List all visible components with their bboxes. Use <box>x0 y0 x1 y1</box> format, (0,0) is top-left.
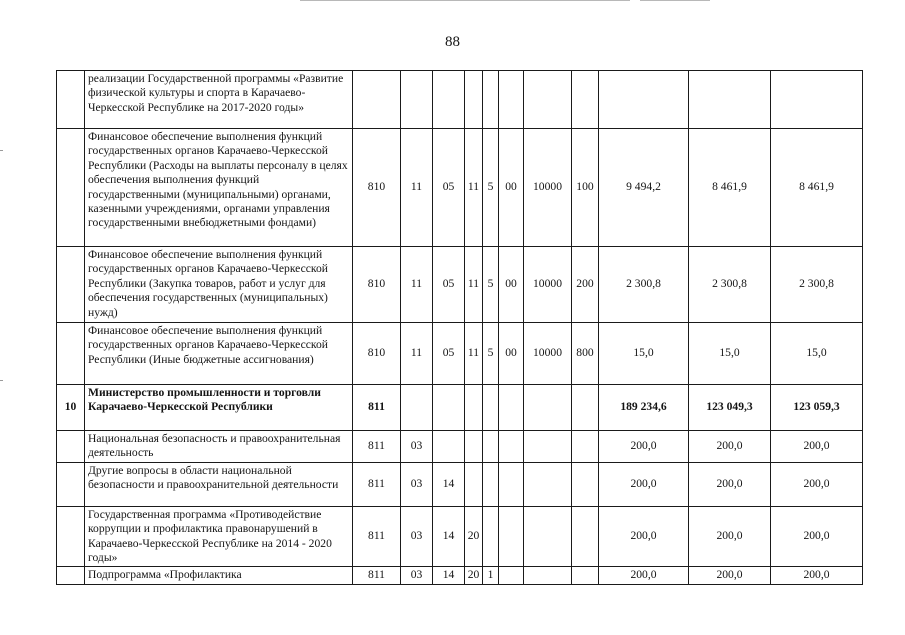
table-row <box>57 129 863 247</box>
year3-amount: 200,0 <box>771 462 863 506</box>
row-number <box>57 71 85 129</box>
year3-amount: 8 461,9 <box>771 129 863 247</box>
direction-code <box>524 462 572 506</box>
subsection-code <box>433 385 465 431</box>
direction-code: 10000 <box>524 247 572 323</box>
direction-code <box>524 71 572 129</box>
event-code <box>499 431 524 463</box>
year1-amount: 189 234,6 <box>599 385 689 431</box>
gov-code: 810 <box>353 247 401 323</box>
subprogram-code <box>483 462 499 506</box>
year1-amount: 200,0 <box>599 431 689 463</box>
year1-amount: 2 300,8 <box>599 247 689 323</box>
section-code: 03 <box>401 567 433 584</box>
row-name: Финансовое обеспечение выполнения функций государственных органов Карачаево-Черкесской Республики (Иные бюджетные ассигнования) <box>85 323 353 385</box>
subprogram-code <box>483 71 499 129</box>
expense-type-code <box>572 462 599 506</box>
expense-type-code: 100 <box>572 129 599 247</box>
subsection-code: 05 <box>433 129 465 247</box>
program-code <box>465 462 483 506</box>
scan-edge-mark <box>0 380 3 381</box>
subsection-code <box>433 71 465 129</box>
subsection-code: 14 <box>433 462 465 506</box>
table-row <box>57 385 863 431</box>
program-code: 11 <box>465 129 483 247</box>
direction-code <box>524 506 572 567</box>
program-code: 20 <box>465 506 483 567</box>
direction-code <box>524 385 572 431</box>
section-code: 11 <box>401 247 433 323</box>
program-code <box>465 385 483 431</box>
page-number: 88 <box>445 34 460 50</box>
gov-code: 811 <box>353 567 401 584</box>
row-name: Финансовое обеспечение выполнения функций государственных органов Карачаево-Черкесской Республики (Расходы на выплаты персоналу в целях обеспечения выполнения функций государственными (муниципальными) органами, казенными учреждениями, органами управления государственными внебюджетными фондами) <box>85 129 353 247</box>
expense-type-code <box>572 385 599 431</box>
year2-amount: 200,0 <box>689 567 771 584</box>
budget-table <box>56 70 863 585</box>
table-row <box>57 506 863 567</box>
year3-amount: 123 059,3 <box>771 385 863 431</box>
expense-type-code: 200 <box>572 247 599 323</box>
subprogram-code: 5 <box>483 323 499 385</box>
year2-amount: 200,0 <box>689 506 771 567</box>
program-code: 20 <box>465 567 483 584</box>
subsection-code: 14 <box>433 506 465 567</box>
direction-code <box>524 567 572 584</box>
row-name: Национальная безопасность и правоохранительная деятельность <box>85 431 353 463</box>
subprogram-code <box>483 385 499 431</box>
table-row <box>57 71 863 129</box>
row-number <box>57 129 85 247</box>
row-name: Другие вопросы в области национальной безопасности и правоохранительной деятельности <box>85 462 353 506</box>
row-number: 10 <box>57 385 85 431</box>
year2-amount <box>689 71 771 129</box>
expense-type-code: 800 <box>572 323 599 385</box>
row-name: Министерство промышленности и торговли Карачаево-Черкесской Республики <box>85 385 353 431</box>
section-code: 03 <box>401 462 433 506</box>
gov-code: 811 <box>353 462 401 506</box>
row-name: Финансовое обеспечение выполнения функций государственных органов Карачаево-Черкесской Республики (Закупка товаров, работ и услуг для обеспечения государственных (муниципальных) нужд) <box>85 247 353 323</box>
gov-code: 811 <box>353 385 401 431</box>
direction-code: 10000 <box>524 129 572 247</box>
year3-amount <box>771 71 863 129</box>
top-border-line <box>640 0 710 1</box>
table-row <box>57 431 863 463</box>
section-code: 03 <box>401 506 433 567</box>
section-code: 11 <box>401 129 433 247</box>
year2-amount: 200,0 <box>689 462 771 506</box>
event-code <box>499 385 524 431</box>
section-code <box>401 385 433 431</box>
year1-amount: 9 494,2 <box>599 129 689 247</box>
section-code: 11 <box>401 323 433 385</box>
event-code: 00 <box>499 323 524 385</box>
event-code <box>499 71 524 129</box>
direction-code: 10000 <box>524 323 572 385</box>
year3-amount: 200,0 <box>771 567 863 584</box>
row-name: Подпрограмма «Профилактика <box>85 567 353 584</box>
program-code: 11 <box>465 323 483 385</box>
row-name: реализации Государственной программы «Развитие физической культуры и спорта в Карачаево-Черкесской Республике на 2017-2020 годы» <box>85 71 353 129</box>
row-number <box>57 506 85 567</box>
program-code <box>465 431 483 463</box>
subprogram-code: 1 <box>483 567 499 584</box>
subprogram-code: 5 <box>483 247 499 323</box>
year1-amount: 15,0 <box>599 323 689 385</box>
direction-code <box>524 431 572 463</box>
gov-code: 811 <box>353 506 401 567</box>
section-code <box>401 71 433 129</box>
subsection-code: 05 <box>433 323 465 385</box>
expense-type-code <box>572 506 599 567</box>
row-number <box>57 462 85 506</box>
table-body <box>57 71 863 585</box>
scan-edge-mark <box>0 150 3 151</box>
top-border-line <box>300 0 630 1</box>
year2-amount: 200,0 <box>689 431 771 463</box>
gov-code <box>353 71 401 129</box>
year1-amount: 200,0 <box>599 506 689 567</box>
gov-code: 811 <box>353 431 401 463</box>
event-code <box>499 567 524 584</box>
year1-amount <box>599 71 689 129</box>
row-number <box>57 431 85 463</box>
event-code: 00 <box>499 247 524 323</box>
row-number <box>57 323 85 385</box>
subprogram-code <box>483 506 499 567</box>
table-row <box>57 247 863 323</box>
row-number <box>57 247 85 323</box>
subprogram-code <box>483 431 499 463</box>
subsection-code: 14 <box>433 567 465 584</box>
year3-amount: 2 300,8 <box>771 247 863 323</box>
year2-amount: 123 049,3 <box>689 385 771 431</box>
expense-type-code <box>572 71 599 129</box>
year2-amount: 2 300,8 <box>689 247 771 323</box>
year3-amount: 200,0 <box>771 506 863 567</box>
section-code: 03 <box>401 431 433 463</box>
program-code <box>465 71 483 129</box>
row-name: Государственная программа «Противодействие коррупции и профилактика правонарушений в Карачаево-Черкесской Республике на 2014 - 2020 годы» <box>85 506 353 567</box>
table-row <box>57 567 863 584</box>
subprogram-code: 5 <box>483 129 499 247</box>
gov-code: 810 <box>353 323 401 385</box>
year2-amount: 8 461,9 <box>689 129 771 247</box>
year1-amount: 200,0 <box>599 567 689 584</box>
year3-amount: 200,0 <box>771 431 863 463</box>
event-code <box>499 506 524 567</box>
event-code <box>499 462 524 506</box>
gov-code: 810 <box>353 129 401 247</box>
subsection-code: 05 <box>433 247 465 323</box>
year2-amount: 15,0 <box>689 323 771 385</box>
table-row <box>57 462 863 506</box>
expense-type-code <box>572 431 599 463</box>
row-number <box>57 567 85 584</box>
program-code: 11 <box>465 247 483 323</box>
year3-amount: 15,0 <box>771 323 863 385</box>
year1-amount: 200,0 <box>599 462 689 506</box>
subsection-code <box>433 431 465 463</box>
expense-type-code <box>572 567 599 584</box>
table-row <box>57 323 863 385</box>
event-code: 00 <box>499 129 524 247</box>
